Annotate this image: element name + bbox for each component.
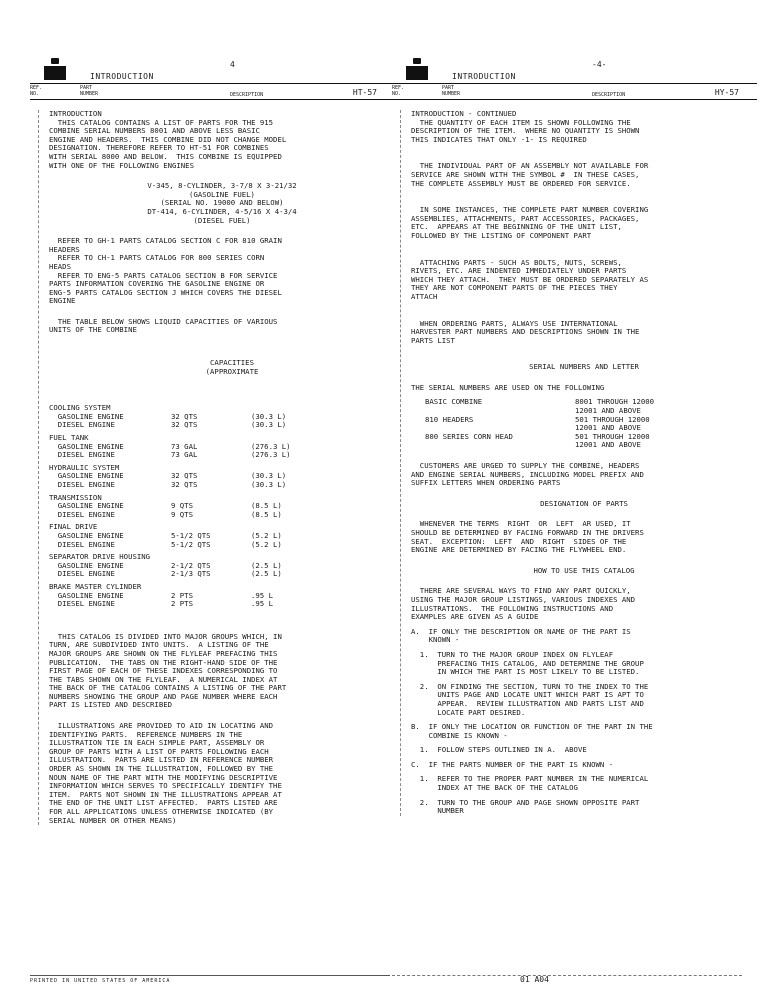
serial-table bbox=[411, 398, 757, 450]
right-page bbox=[392, 58, 757, 816]
right-body bbox=[400, 110, 757, 816]
illustrations-paragraph: ILLUSTRATIONS ARE PROVIDED TO AID IN LOCATING AND IDENTIFYING PARTS. REFERENCE NUMBERS IN THE ILLUSTRATION TIE IN EACH SIMPLE PART, ASSEMBLY OR GROUP OF PARTS WITH A LIST OF PARTS FOLLOWING EACH ILLUSTRATION. PARTS ARE LISTED IN REFERENCE NUMBER ORDER AS SHOWN IN THE ILLUSTRATION, FOLLOWED BY THE NOUN NAME OF THE PART WITH THE MODIFYING DESCRIPTIVE INFORMATION WHICH SERVES TO SPECIFICALLY IDENTIFY THE ITEM. PARTS NOT SHOWN IN THE ILLUSTRATIONS APPEAR AT THE END OF THE UNIT LIST AFFECTED. PARTS LISTED ARE FOR ALL APPLICATIONS UNLESS OTHERWISE INDICATED (BY SERIAL NUMBER OR OTHER MEANS) bbox=[49, 721, 282, 825]
table-row: BASIC COMBINE 8001 THROUGH 12000 12001 AND ABOVE bbox=[425, 397, 655, 416]
step-b1: 1. FOLLOW STEPS OUTLINED IN A. ABOVE bbox=[411, 745, 587, 755]
continued-paragraph: INTRODUCTION - CONTINUED THE QUANTITY OF EACH ITEM IS SHOWN FOLLOWING THE DESCRIPTION OF THE ITEM. WHERE NO QUANTITY IS SHOWN THIS INDICATES THAT ONLY -1- IS REQUIRED bbox=[411, 109, 640, 144]
table-row: DIESEL ENGINE 2 PTS .95 L bbox=[49, 599, 273, 609]
step-c1: 1. REFER TO THE PROPER PART NUMBER IN THE NUMERICAL INDEX AT THE BACK OF THE CATALOG bbox=[419, 774, 649, 793]
left-body bbox=[38, 110, 395, 825]
group-title: SEPARATOR DRIVE HOUSING bbox=[49, 552, 151, 562]
divided-paragraph: THIS CATALOG IS DIVIDED INTO MAJOR GROUPS WHICH, IN TURN, ARE SUBDIVIDED INTO UNITS. A LISTING OF THE MAJOR GROUPS ARE SHOWN ON THE FLYLEAF PREFACING THIS PUBLICATION. THE TABS ON THE RIGHT-HAND SIDE OF THE FIRST PAGE OF EACH OF THESE INDEXES CORRESPONDING TO THE TABS SHOWN ON THE FLYLEAF. A NUMERICAL INDEX AT THE BACK OF THE CATALOG CONTAINS A LISTING OF THE PART NUMBERS SHOWING THE GROUP AND PAGE NUMBER WHERE EACH PART IS LISTED AND DESCRIBED bbox=[49, 631, 287, 710]
part-number-label: PART NUMBER bbox=[442, 85, 461, 97]
capacities-table bbox=[49, 404, 395, 608]
step-a-heading: A. IF ONLY THE DESCRIPTION OR NAME OF THE PART IS KNOWN - bbox=[411, 626, 631, 645]
group-title: TRANSMISSION bbox=[49, 492, 102, 502]
ih-logo-icon bbox=[44, 58, 66, 80]
table-row: GASOLINE ENGINE 32 QTS (30.3 L) bbox=[49, 411, 287, 421]
customers-paragraph: CUSTOMERS ARE URGED TO SUPPLY THE COMBINE, HEADERS AND ENGINE SERIAL NUMBERS, INCLUDING MODEL PREFIX AND SUFFIX LETTERS WHEN ORDERING PARTS bbox=[411, 461, 644, 488]
table-row: DIESEL ENGINE 32 QTS (30.3 L) bbox=[49, 480, 287, 489]
part-number-label: PART NUMBER bbox=[80, 85, 99, 97]
attaching-paragraph: ATTACHING PARTS - SUCH AS BOLTS, NUTS, SCREWS, RIVETS, ETC. ARE INDENTED IMMEDIATELY UNDER PARTS WHICH THEY ATTACH. THEY MUST BE ORDERED SEPARATELY AS THEY ARE NOT COMPONENT PARTS OF THE PIECES THEY ATTACH bbox=[411, 257, 649, 301]
page-number: -4- bbox=[592, 60, 607, 69]
step-b-heading: B. IF ONLY THE LOCATION OR FUNCTION OF THE PART IN THE COMBINE IS KNOWN - bbox=[411, 722, 653, 740]
capacity-group bbox=[49, 553, 395, 579]
step-c2: 2. TURN TO THE GROUP AND PAGE SHOWN OPPOSITE PART NUMBER bbox=[419, 797, 640, 816]
table-row: GASOLINE ENGINE 5-1/2 QTS (5.2 L) bbox=[49, 530, 282, 540]
table-row: DIESEL ENGINE 73 GAL (276.3 L) bbox=[49, 450, 291, 460]
ih-logo-icon bbox=[406, 58, 428, 80]
step-c-heading: C. IF THE PARTS NUMBER OF THE PART IS KNOWN - bbox=[411, 759, 614, 769]
designation-heading: DESIGNATION OF PARTS bbox=[540, 498, 628, 508]
section-title: INTRODUCTION bbox=[452, 72, 516, 81]
table-row: GASOLINE ENGINE 2-1/2 QTS (2.5 L) bbox=[49, 560, 282, 570]
left-page bbox=[30, 58, 395, 825]
table-row: GASOLINE ENGINE 32 QTS (30.3 L) bbox=[49, 471, 287, 481]
table-row: DIESEL ENGINE 9 QTS (8.5 L) bbox=[49, 509, 282, 519]
description-label: DESCRIPTION bbox=[230, 92, 264, 98]
capacity-group bbox=[49, 434, 395, 460]
group-title: COOLING SYSTEM bbox=[49, 403, 111, 413]
capacities-heading: CAPACITIES (APPROXIMATE bbox=[205, 358, 259, 376]
capacity-group bbox=[49, 494, 395, 520]
serial-heading: SERIAL NUMBERS AND LETTER bbox=[529, 362, 639, 372]
table-row: GASOLINE ENGINE 73 GAL (276.3 L) bbox=[49, 441, 291, 451]
step-a2: 2. ON FINDING THE SECTION, TURN TO THE INDEX TO THE UNITS PAGE AND LOCATE UNIT WHICH PART IS APT TO APPEAR. REVIEW ILLUSTRATION AND PARTS LIST AND LOCATE PART DESIRED. bbox=[419, 681, 649, 717]
ref-no-label: REF. NO. bbox=[30, 85, 43, 97]
table-row: GASOLINE ENGINE 2 PTS .95 L bbox=[49, 590, 273, 600]
left-header bbox=[30, 58, 395, 110]
table-intro: THE TABLE BELOW SHOWS LIQUID CAPACITIES OF VARIOUS UNITS OF THE COMBINE bbox=[49, 316, 278, 335]
capacity-group bbox=[49, 464, 395, 490]
table-row: DIESEL ENGINE 5-1/2 QTS (5.2 L) bbox=[49, 539, 282, 549]
serial-intro: THE SERIAL NUMBERS ARE USED ON THE FOLLOWING bbox=[411, 382, 605, 392]
ordering-paragraph: WHEN ORDERING PARTS, ALWAYS USE INTERNATIONAL HARVESTER PART NUMBERS AND DESCRIPTIONS SHOWN IN THE PARTS LIST bbox=[411, 318, 640, 345]
engine-list: V-345, 8-CYLINDER, 3-7/8 X 3-21/32 (GASOLINE FUEL) (SERIAL NO. 19000 AND BELOW) DT-414, 6-CYLINDER, 4-5/16 X 4-3/4 (DIESEL FUEL) bbox=[147, 181, 297, 225]
group-title: BRAKE MASTER CYLINDER bbox=[49, 581, 142, 591]
group-title: FINAL DRIVE bbox=[49, 522, 98, 532]
table-row: GASOLINE ENGINE 9 QTS (8.5 L) bbox=[49, 501, 282, 511]
header-rule bbox=[392, 99, 757, 100]
catalog-code: HT-57 bbox=[352, 88, 377, 97]
footer-rule bbox=[392, 975, 742, 976]
step-a1: 1. TURN TO THE MAJOR GROUP INDEX ON FLYLEAF PREFACING THIS CATALOG, AND DETERMINE THE GROUP IN WHICH THE PART IS MOST LIKELY TO BE LISTED. bbox=[419, 649, 644, 677]
howto-paragraph: THERE ARE SEVERAL WAYS TO FIND ANY PART QUICKLY, USING THE MAJOR GROUP LISTINGS, VARIOUS INDEXES AND ILLUSTRATIONS. THE FOLLOWING INSTRUCTIONS AND EXAMPLES ARE GIVEN AS A GUIDE bbox=[411, 586, 636, 622]
table-row: DIESEL ENGINE 2-1/3 QTS (2.5 L) bbox=[49, 569, 282, 579]
table-row: 810 HEADERS 501 THROUGH 12000 12001 AND ABOVE bbox=[425, 414, 650, 433]
printed-footer: PRINTED IN UNITED STATES OF AMERICA bbox=[30, 975, 390, 984]
designation-paragraph: WHENEVER THE TERMS RIGHT OR LEFT AR USED, IT SHOULD BE DETERMINED BY FACING FORWARD IN THE DRIVERS SEAT. EXCEPTION: LEFT AND RIGHT SIDES OF THE ENGINE ARE DETERMINED BY FACING THE FLYWHEEL END. bbox=[411, 519, 644, 555]
table-row: 800 SERIES CORN HEAD 501 THROUGH 12000 12001 AND ABOVE bbox=[425, 431, 650, 450]
refer-paragraph: REFER TO GH-1 PARTS CATALOG SECTION C FOR 810 GRAIN HEADERS REFER TO CH-1 PARTS CATALOG FOR 800 SERIES CORN HEADS REFER TO ENG-5 PARTS CATALOG SECTION B FOR SERVICE PARTS INFORMATION COVERING THE GASOLINE ENGINE OR ENG-5 PARTS CATALOG SECTION J WHICH COVERS THE DIESEL ENGINE bbox=[49, 236, 282, 306]
page-code-footer: 01 A04 bbox=[520, 975, 549, 984]
howto-heading: HOW TO USE THIS CATALOG bbox=[533, 565, 635, 575]
capacity-group bbox=[49, 523, 395, 549]
table-row: DIESEL ENGINE 32 QTS (30.3 L) bbox=[49, 420, 287, 430]
header-rule bbox=[392, 83, 757, 84]
page-number: 4 bbox=[230, 60, 235, 69]
group-title: HYDRAULIC SYSTEM bbox=[49, 462, 120, 472]
description-label: DESCRIPTION bbox=[592, 92, 626, 98]
header-rule bbox=[30, 99, 395, 100]
header-rule bbox=[30, 83, 395, 84]
instances-paragraph: IN SOME INSTANCES, THE COMPLETE PART NUMBER COVERING ASSEMBLIES, ATTACHMENTS, PART ACCESSORIES, PACKAGES, ETC. APPEARS AT THE BEGINNING OF THE UNIT LIST, FOLLOWED BY THE LISTING OF COMPONENT PART bbox=[411, 205, 649, 240]
capacity-group bbox=[49, 583, 395, 609]
individual-paragraph: THE INDIVIDUAL PART OF AN ASSEMBLY NOT AVAILABLE FOR SERVICE ARE SHOWN WITH THE SYMBOL # IN THESE CASES, THE COMPLETE ASSEMBLY MUST BE ORDERED FOR SERVICE. bbox=[411, 161, 649, 188]
section-title: INTRODUCTION bbox=[90, 72, 154, 81]
right-header bbox=[392, 58, 757, 110]
capacity-group bbox=[49, 404, 395, 430]
intro-paragraph: INTRODUCTION THIS CATALOG CONTAINS A LIST OF PARTS FOR THE 915 COMBINE SERIAL NUMBERS 8001 AND ABOVE LESS BASIC ENGINE AND HEADERS. THIS COMBINE DID NOT CHANGE MODEL DESIGNATION. THEREFORE REFER TO HT-51 FOR COMBINES WITH SERIAL 8000 AND BELOW. THIS COMBINE IS EQUIPPED WITH ONE OF THE FOLLOWING ENGINES bbox=[49, 109, 287, 170]
catalog-code: HY-57 bbox=[714, 88, 739, 97]
ref-no-label: REF. NO. bbox=[392, 85, 405, 97]
group-title: FUEL TANK bbox=[49, 433, 89, 443]
